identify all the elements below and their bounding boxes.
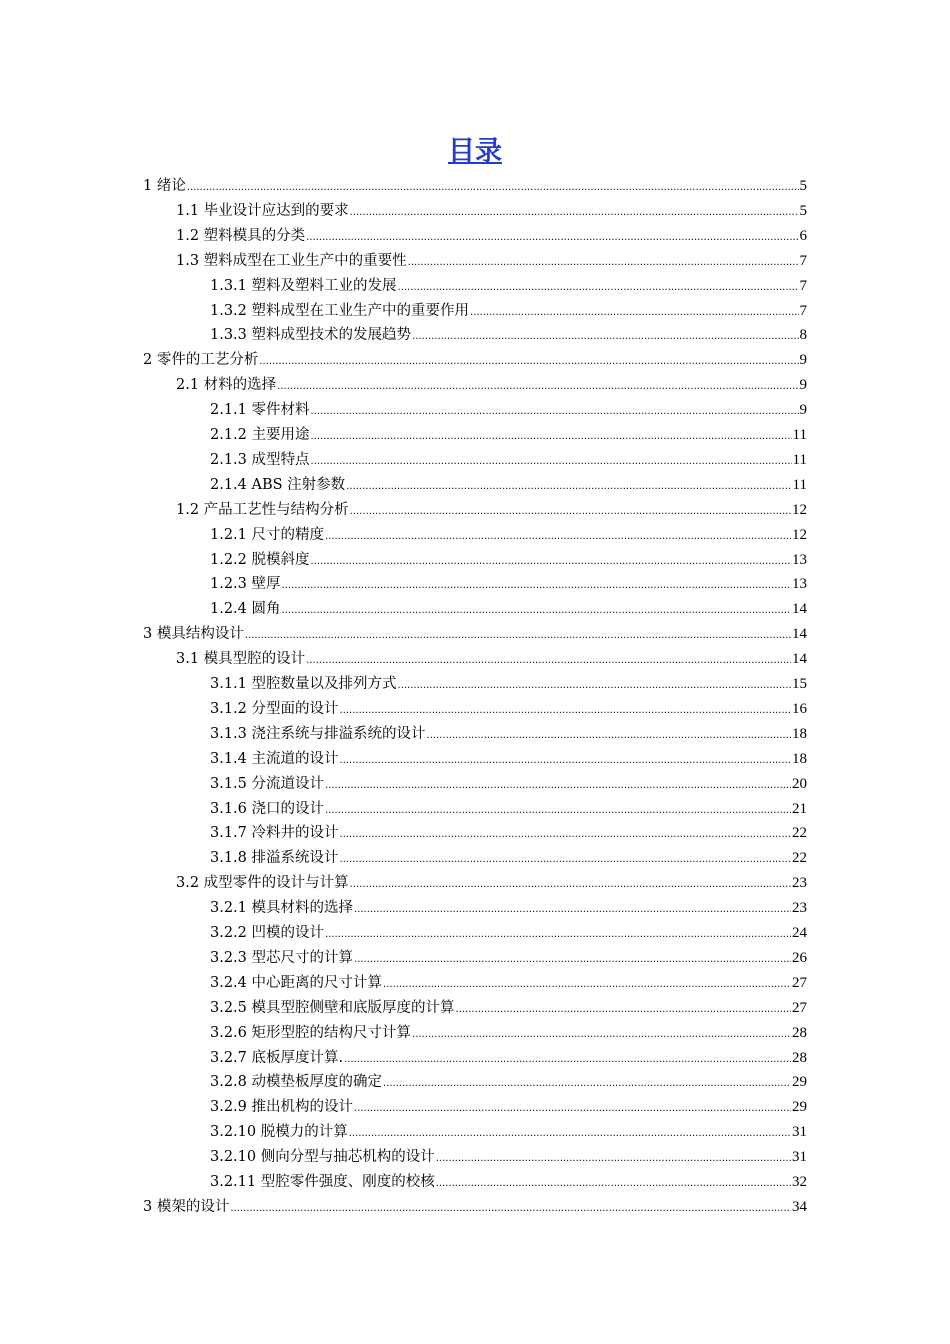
toc-entry[interactable]: [210, 548, 807, 573]
toc-entry[interactable]: [210, 672, 807, 697]
toc-entry-label: 2 零件的工艺分析: [143, 352, 259, 369]
toc-dot-leader: [282, 573, 791, 598]
toc-entry-label: 3.1 模具型腔的设计: [176, 651, 306, 668]
toc-entry[interactable]: [143, 348, 807, 373]
toc-entry-label: 1.2.3 壁厚: [210, 576, 281, 593]
toc-entry[interactable]: [210, 921, 807, 946]
toc-entry-page-number: 27: [792, 974, 807, 991]
toc-entry-page-number: 12: [792, 501, 807, 518]
toc-dot-leader: [230, 1196, 791, 1221]
toc-entry-page-number: 13: [792, 551, 807, 568]
toc-entry-page-number: 14: [792, 626, 807, 643]
toc-dot-leader: [436, 1146, 791, 1171]
toc-dot-leader: [354, 1096, 791, 1121]
toc-entry[interactable]: [210, 747, 807, 772]
toc-entry-label: 3.1.5 分流道设计: [210, 775, 325, 792]
toc-dot-leader: [350, 200, 799, 225]
toc-entry-label: 1.3 塑料成型在工业生产中的重要性: [176, 252, 407, 269]
toc-entry[interactable]: [210, 473, 807, 498]
toc-entry-label: 3.1.8 排溢系统设计: [210, 850, 339, 867]
toc-dot-leader: [354, 897, 791, 922]
toc-entry-page-number: 22: [792, 825, 807, 842]
toc-entry[interactable]: [143, 174, 807, 199]
toc-dot-leader: [344, 1047, 791, 1072]
toc-entry-label: 3.1.1 型腔数量以及排列方式: [210, 676, 397, 692]
toc-entry[interactable]: [176, 498, 807, 523]
toc-dot-leader: [325, 798, 791, 823]
toc-entry-label: 3.1.6 浇口的设计: [210, 800, 325, 817]
toc-dot-leader: [412, 1022, 791, 1047]
toc-entry[interactable]: [210, 1021, 807, 1046]
toc-entry[interactable]: [176, 199, 807, 224]
toc-entry[interactable]: [210, 448, 807, 473]
toc-entry-page-number: 31: [792, 1149, 807, 1166]
toc-dot-leader: [408, 250, 799, 275]
toc-entry-label: 3.2 成型零件的设计与计算: [176, 875, 349, 892]
toc-entry[interactable]: [210, 1120, 807, 1145]
toc-entry-page-number: 23: [792, 900, 807, 917]
toc-entry[interactable]: [176, 373, 807, 398]
toc-entry-label: 3.1.3 浇注系统与排溢系统的设计: [210, 725, 426, 742]
toc-entry-label: 1.3.1 塑料及塑料工业的发展: [210, 277, 397, 294]
toc-dot-leader: [436, 1171, 791, 1196]
toc-entry-page-number: 29: [792, 1074, 807, 1091]
toc-entry-label: 2.1.3 成型特点: [210, 451, 310, 468]
toc-entry-page-number: 31: [792, 1124, 807, 1141]
toc-entry-page-number: 23: [792, 875, 807, 892]
toc-entry-label: 3 模具结构设计: [143, 626, 244, 643]
toc-entry-label: 3.2.4 中心距离的尺寸计算: [210, 974, 383, 991]
toc-dot-leader: [325, 524, 791, 549]
toc-entry[interactable]: [210, 1170, 807, 1195]
toc-entry[interactable]: [210, 1095, 807, 1120]
toc-dot-leader: [325, 773, 791, 798]
toc-dot-leader: [311, 549, 791, 574]
toc-entry-page-number: 20: [792, 775, 807, 792]
toc-entry-label: 3.1.7 冷料井的设计: [210, 825, 339, 842]
toc-dot-leader: [350, 499, 791, 524]
toc-dot-leader: [187, 175, 799, 200]
toc-entry-page-number: 6: [799, 227, 807, 244]
toc-entry[interactable]: [210, 946, 807, 971]
toc-entry[interactable]: [210, 697, 807, 722]
toc-entry-label: 1.2.2 脱模斜度: [210, 551, 310, 568]
toc-entry-label: 3.2.1 模具材料的选择: [210, 900, 354, 917]
toc-entry[interactable]: [143, 622, 807, 647]
toc-dot-leader: [311, 399, 799, 424]
toc-dot-leader: [398, 673, 791, 698]
toc-dot-leader: [354, 947, 791, 972]
toc-entry[interactable]: [210, 274, 807, 299]
toc-entry-page-number: 28: [792, 1024, 807, 1041]
toc-entry-page-number: 14: [792, 601, 807, 618]
toc-entry[interactable]: [210, 1145, 807, 1170]
toc-dot-leader: [340, 847, 791, 872]
toc-entry-label: 3.2.7 底板厚度计算.: [210, 1049, 344, 1066]
toc-entry-page-number: 32: [792, 1174, 807, 1190]
toc-dot-leader: [470, 300, 798, 325]
toc-entry-label: 1.3.2 塑料成型在工业生产中的重要作用: [210, 302, 470, 319]
toc-dot-leader: [340, 822, 791, 847]
page-title: 目录: [448, 136, 502, 167]
toc-dot-leader: [277, 374, 798, 399]
toc-entry[interactable]: [176, 249, 807, 274]
toc-entry-page-number: 15: [792, 676, 807, 692]
toc-dot-leader: [282, 598, 791, 623]
toc-dot-leader: [311, 424, 792, 449]
toc-entry-label: 1.2 产品工艺性与结构分析: [176, 501, 349, 518]
toc-entry-label: 3 模架的设计: [143, 1198, 230, 1215]
toc-entry[interactable]: [210, 1046, 807, 1071]
toc-entry-label: 3.2.2 凹模的设计: [210, 925, 325, 941]
toc-entry-page-number: 11: [792, 427, 807, 443]
toc-entry-page-number: 21: [792, 800, 807, 817]
toc-entry-label: 3.2.10 脱模力的计算: [210, 1124, 348, 1141]
toc-entry-label: 1.2.1 尺寸的精度: [210, 526, 325, 543]
toc-entry-page-number: 26: [792, 949, 807, 966]
toc-entry-label: 2.1.2 主要用途: [210, 427, 310, 443]
toc-entry-label: 3.2.5 模具型腔侧壁和底版厚度的计算: [210, 999, 455, 1016]
toc-entry[interactable]: [176, 871, 807, 896]
toc-entry-label: 1.2.4 圆角: [210, 601, 281, 618]
toc-entry-page-number: 7: [799, 277, 807, 294]
toc-entry[interactable]: [210, 1070, 807, 1095]
toc-entry-page-number: 18: [792, 750, 807, 767]
toc-entry-page-number: 24: [792, 925, 807, 941]
toc-entry[interactable]: [210, 398, 807, 423]
toc-dot-leader: [325, 922, 791, 947]
toc-entry[interactable]: [210, 323, 807, 348]
toc-entry-page-number: 16: [792, 700, 807, 717]
toc-entry-page-number: 7: [799, 302, 807, 319]
toc-entry[interactable]: [210, 523, 807, 548]
toc-entry-page-number: 18: [792, 725, 807, 742]
toc-entry-label: 3.2.11 型腔零件强度、刚度的校核: [210, 1174, 435, 1190]
toc-entry[interactable]: [210, 797, 807, 822]
toc-entry-label: 1 绪论: [143, 178, 186, 194]
toc-entry[interactable]: [210, 846, 807, 871]
toc-entry-page-number: 22: [792, 850, 807, 867]
toc-entry[interactable]: [210, 896, 807, 921]
toc-dot-leader: [427, 723, 791, 748]
toc-entry-page-number: 13: [792, 576, 807, 593]
toc-entry-page-number: 9: [799, 402, 807, 419]
toc-entry-page-number: 11: [792, 476, 807, 493]
toc-entry-label: 1.1 毕业设计应达到的要求: [176, 202, 349, 219]
toc-dot-leader: [350, 872, 791, 897]
toc-dot-leader: [346, 474, 791, 499]
toc-entry-label: 3.2.8 动模垫板厚度的确定: [210, 1074, 383, 1091]
toc-dot-leader: [383, 1071, 791, 1096]
toc-entry-label: 2.1.4 ABS 注射参数: [210, 476, 346, 493]
toc-entry-label: 3.2.6 矩形型腔的结构尺寸计算: [210, 1024, 412, 1041]
toc-entry[interactable]: [210, 299, 807, 324]
toc-dot-leader: [349, 1121, 791, 1146]
toc-entry-page-number: 14: [792, 651, 807, 668]
toc-dot-leader: [306, 225, 798, 250]
toc-entry[interactable]: [210, 996, 807, 1021]
toc-entry-page-number: 7: [799, 252, 807, 269]
toc-dot-leader: [340, 748, 791, 773]
toc-entry-page-number: 5: [799, 178, 807, 194]
toc-entry[interactable]: [143, 1195, 807, 1220]
toc-entry[interactable]: [210, 597, 807, 622]
toc-dot-leader: [383, 972, 791, 997]
toc-dot-leader: [398, 275, 799, 300]
toc-entry[interactable]: [210, 971, 807, 996]
toc-dot-leader: [259, 349, 798, 374]
toc-entry-label: 1.2 塑料模具的分类: [176, 227, 306, 244]
toc-dot-leader: [245, 623, 791, 648]
toc-dot-leader: [412, 324, 798, 349]
toc-entry[interactable]: [176, 647, 807, 672]
toc-dot-leader: [311, 449, 792, 474]
toc-dot-leader: [306, 648, 791, 673]
toc-entry[interactable]: [210, 772, 807, 797]
toc-entry-page-number: 9: [799, 352, 807, 369]
toc-entry[interactable]: [210, 722, 807, 747]
toc-entry-label: 3.2.10 侧向分型与抽芯机构的设计: [210, 1149, 435, 1166]
toc-entry-page-number: 12: [792, 526, 807, 543]
toc-entry-label: 3.2.9 推出机构的设计: [210, 1099, 354, 1116]
toc-entry-page-number: 9: [799, 377, 807, 394]
toc-entry[interactable]: [210, 821, 807, 846]
toc-entry-label: 2.1 材料的选择: [176, 377, 277, 394]
toc-entry-label: 3.1.2 分型面的设计: [210, 700, 339, 717]
toc-entry[interactable]: [176, 224, 807, 249]
toc-entry-page-number: 5: [799, 202, 807, 219]
toc-entry[interactable]: [210, 423, 807, 448]
toc-entry-page-number: 27: [792, 999, 807, 1016]
toc-entry-page-number: 34: [792, 1198, 807, 1215]
toc-dot-leader: [456, 997, 791, 1022]
toc-entry-page-number: 8: [799, 327, 807, 344]
toc-entry-page-number: 11: [792, 451, 807, 468]
toc-entry-page-number: 29: [792, 1099, 807, 1116]
toc-entry-label: 2.1.1 零件材料: [210, 402, 310, 419]
toc-entry[interactable]: [210, 572, 807, 597]
toc-dot-leader: [340, 698, 791, 723]
toc-entry-label: 3.2.3 型芯尺寸的计算: [210, 949, 354, 966]
toc-entry-label: 3.1.4 主流道的设计: [210, 750, 339, 767]
toc-entry-page-number: 28: [792, 1049, 807, 1066]
toc-entry-label: 1.3.3 塑料成型技术的发展趋势: [210, 327, 412, 344]
